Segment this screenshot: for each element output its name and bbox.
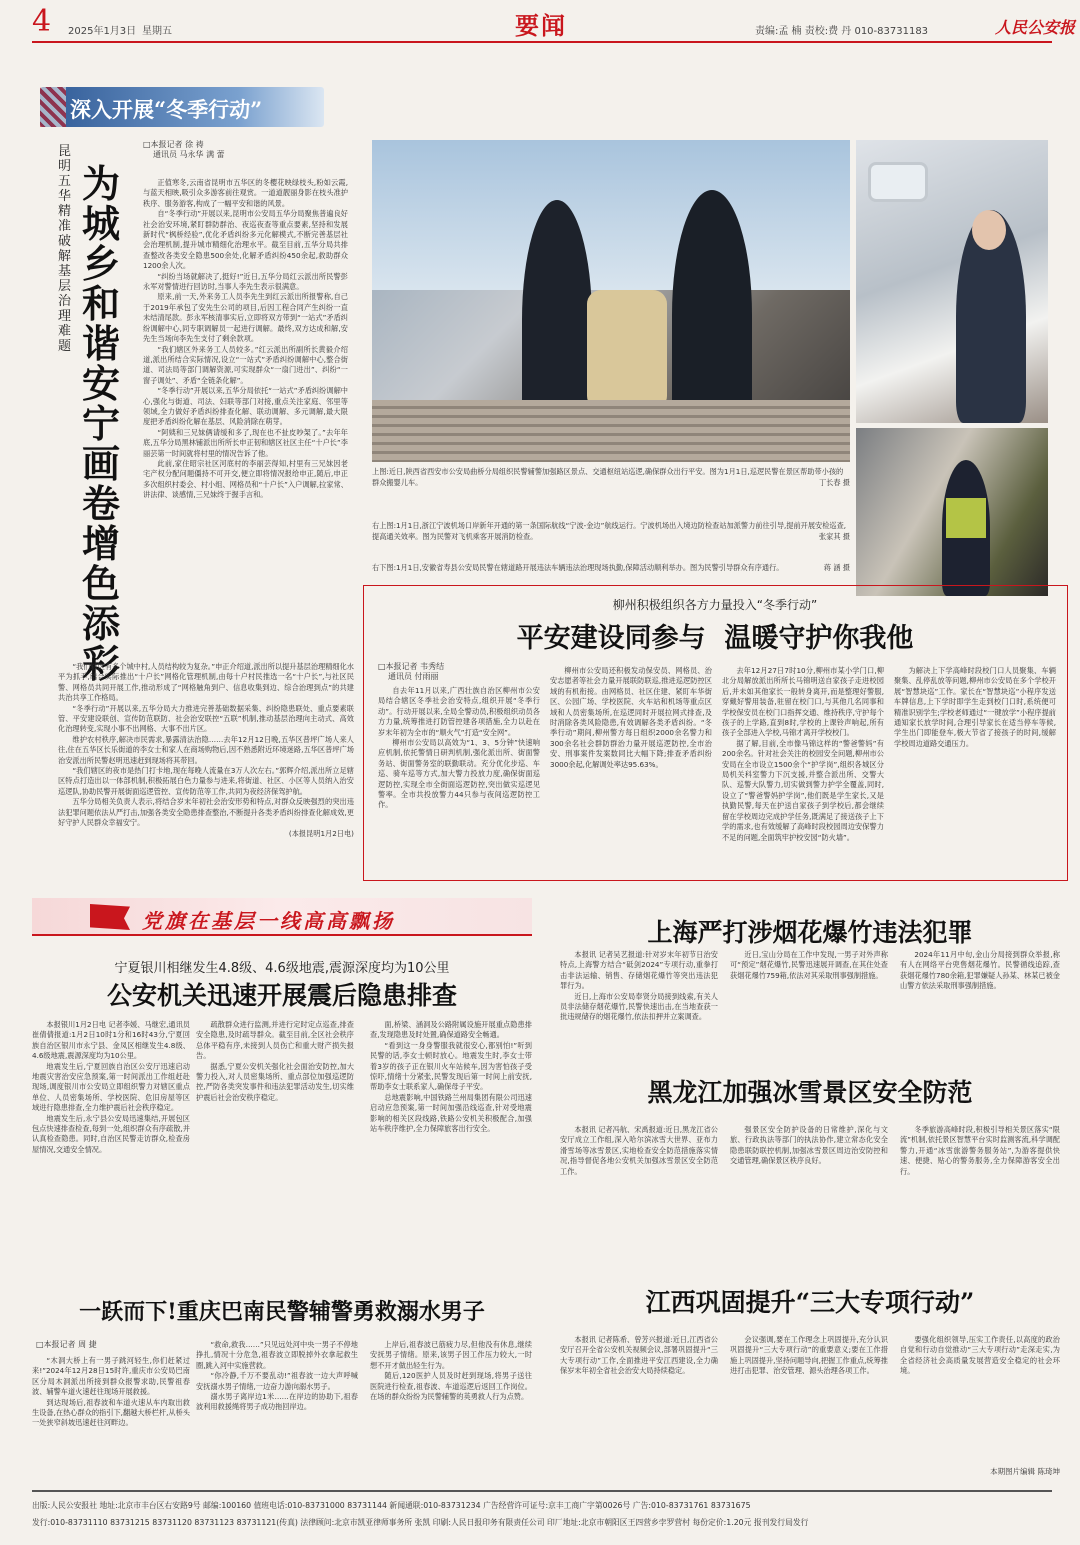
story1-para: “冬季行动”开展以来,五华分局大力推进完善基础数据采集、纠纷隐患联处、重点要素联管、平安建设联创、宣传防范联防、社会治安联控“五联”机制,推动基层治理向主动式、高效化治理转变,实现小事不出网格、大事不出片区。 — [58, 703, 354, 734]
story7-col2 — [730, 1335, 888, 1475]
photo-caption-bottom-text: 右下图:1月1日,安徽省寿县公安局民警在辖道路开展违法车辆违法治理现场执勤,保障活动顺利举办。图为民警引导群众有序通行。 — [372, 563, 784, 572]
story1-para: “纠纷当场就解决了,挺好!”近日,五华分局红云派出所民警彭永军对警情进行回访时,当事人李先生表示很满意。 — [143, 271, 348, 292]
story3-para: “看到这一身身警服我就很安心,都别怕!”听到民警的话,李女士顿时放心。地震发生时,李女士带着3岁的孩子正在银川火车站候车,因为害怕孩子受惊吓,情绪十分紧张,民警发现后第一时间上前安抚,帮助李女士联系家人,确保母子平安。 — [370, 1040, 532, 1092]
story1-para: 自“冬季行动”开展以来,昆明市公安局五华分局聚焦普遍良好社会治安环境,紧盯群防群治、夜巡夜查等重点要素,坚持和发展新时代“枫桥经验”,优化矛盾纠纷多元化解模式,不断完善基层社会治理机制,提升城市精细化治理水平。截至目前,五华分局共排查整改各类安全隐患500余处,化解矛盾纠纷450余起,救助群众1200余人次。 — [143, 209, 348, 271]
story1-para: 五华分局相关负责人表示,将结合岁末年初社会治安形势和特点,对群众反映强烈的突出违法犯罪问题依法从严打击,加强各类安全隐患排查整治,不断提升各类矛盾纠纷排查化解成效,更好守护人民群众幸福安宁。 — [58, 797, 354, 828]
photo-hivis-vest — [946, 498, 986, 538]
photo-stroller — [587, 290, 667, 410]
story6-col1 — [32, 1356, 190, 1481]
story1-para: 原来,前一天,外来务工人员李先生到红云派出所报警称,自己于2019年承包了安先生公司的项目,后因工程合同产生纠纷一直未结清尾款。彭永军核清事实后,立即将双方带到“一站式”矛盾纠纷调解中心,同专职调解员一起进行调解。最终,双方达成和解,安先生当场向李先生支付了剩余款项。 — [143, 292, 348, 344]
story2-box — [363, 585, 1068, 881]
story1-kicker: 昆明五华精准破解基层治理难题 — [58, 144, 72, 354]
story2-para: 据了解,目前,全市像马锦这样的“警爸警妈”有200余名。针对社会关注的校园安全问题,柳州市公安局在全市设立1500余个“护学岗”,组织各城区分局机关科室警力下沉支援,并整合派出所、交警大队、巡警大队警力,切实做到警力护学全覆盖,同时,设立了“警爸警妈护学岗”,他们既是学生家长,又是执勤民警,每天在护送自家孩子到学校后,都会继续留在学校周边完成护学任务,既满足了接送孩子上下学的需求,也有效缓解了高峰时段校园周边安保警力不足的问题,全面筑牢护校安园“防火墙”。 — [722, 738, 884, 842]
story6-headline: 一跃而下!重庆巴南民警辅警勇救溺水男子 — [79, 1299, 485, 1325]
story1-para: “我们辖区外来务工人员较多。”红云派出所副所长黄毅介绍道,派出所结合实际情况,设立“一站式”矛盾纠纷调解中心,整合街道、司法局等部门调解资源,可实现群众“一扇门进出”、纠纷“一窗子调处”、矛盾“全链条化解”。 — [143, 344, 348, 385]
story3-para: 本报银川1月2日电 记者李媛、马继宏,通讯员崔倩倩报道:1月2日10时1分和16时43分,宁夏回族自治区银川市永宁县、金凤区相继发生4.8级、4.6级地震,震源深度均为10公里。 — [32, 1020, 190, 1061]
story6-para: 随后,120医护人员及时赶到现场,将男子送往医院进行检查,祖春波、车道巡逻后返回工作岗位。在场的群众纷纷为民警辅警的英勇救人行为点赞。 — [370, 1371, 532, 1402]
story4-para: 2024年11月中旬,金山分局接到群众举报,称有人在网络平台兜售烟花爆竹。民警循线追踪,查获烟花爆竹780余箱,犯罪嫌疑人孙某、林某已被金山警方依法采取刑事强制措施。 — [900, 950, 1060, 991]
story4-col3 — [900, 950, 1060, 1048]
story7-para: 会议强调,要在工作理念上巩固提升,充分认识巩固提升“三大专项行动”的重要意义;要在工作措施上巩固提升,坚持问题导向,把握工作重点,统筹推进打击犯罪、治安管理、源头治理各项工作。 — [730, 1335, 888, 1376]
story7-headline: 江西巩固提升“三大专项行动” — [645, 1288, 975, 1317]
section-title: 要闻 — [515, 11, 567, 40]
story1-para: “我们辖区的夜市是热门打卡地,现在每晚人流量在3万人次左右。”郭辉介绍,派出所立足辖区特点打造出以一体部机制,积极拓展白色力量参与进来,将街道、社区、小区等人员纳入治安巡逻队,协助民警开展街面巡逻管控、宣传防范等工作,共同为夜经济保驾护航。 — [58, 766, 354, 796]
story6-para: “救命,救我……”只见远处河中央一男子不停地挣扎,情况十分危急,祖春波立即脱掉外衣拿起救生圈,跳入河中实施营救。 — [196, 1340, 358, 1370]
masthead-rule — [32, 41, 1052, 43]
photo-caption-right — [372, 520, 850, 556]
story6-para: 到达现场后,祖春波和车道火速从车内取出救生设备,在热心群众的指引下,翻越大桥栏杆,从桥头一处狭窄斜坡迅速赶往河畔边。 — [32, 1397, 190, 1428]
story7-col1 — [560, 1335, 718, 1475]
story4-para: 本报讯 记者吴艺报道:针对岁末年初节日治安特点,上海警方结合“砥剑2024”专项行动,重拳打击非法运输、销售、存储烟花爆竹等突出违法犯罪行为。 — [560, 950, 718, 991]
story5-col2 — [730, 1125, 888, 1265]
photo-editor-credit: 本期图片编辑 陈琦坤 — [990, 1467, 1060, 1476]
masthead — [0, 0, 1080, 40]
story1-body-right — [143, 178, 348, 648]
story1-para: “阿姨和三兄妹俩请缓和多了,现在也不扯皮吵架了。”去年年底,五华分局黑林铺派出所所长申正韧和辖区社区主任“十户长”李丽芸第一时间就将村里的情况告诉了他。 — [143, 427, 348, 458]
photo-xian-patrol — [372, 140, 850, 462]
story2-col3 — [722, 666, 884, 872]
story6-para: 上岸后,祖春波已筋疲力尽,但他没有休息,继续安抚男子情绪。原来,该男子因工作压力较大,一时想不开才做出轻生行为。 — [370, 1340, 532, 1370]
story4-col1 — [560, 950, 718, 1048]
photo-officer-face — [972, 210, 1006, 250]
photo-ningbo-airport — [856, 140, 1048, 423]
story1-headline: 为城乡和谐安宁画卷增色添彩 — [82, 161, 121, 686]
story3-para: 面,桥梁、涵洞及公路附属设施开展重点隐患排查,发现隐患及时处置,确保道路安全畅通。 — [370, 1020, 532, 1040]
story5-col3 — [900, 1125, 1060, 1265]
photo-backdrop — [372, 140, 850, 290]
story2-para: 柳州市公安局还积极发动保安员、网格员、治安志愿者等社会力量开展联防联巡,推进巡逻防控区域的有机衔接。由网格员、社区住建、紧盯车华街区、公园广场、学校医院、火车站和机场等重点区域和人员密集场所,在巡逻同时开展拉网式排查,及时消除各类风险隐患,有效调解各类矛盾纠纷。“冬季行动”期间,柳州警方每日组织2000余名警力和300余名社会群防群治力量开展巡逻防控,全市治安、刑事案件发案数同比大幅下降;排查矛盾纠纷3000余起,化解调处率达95.63%。 — [550, 666, 712, 769]
banner-pattern — [40, 87, 66, 127]
story2-para: 去年12月27日7时10分,柳州市某小学门口,柳北分局解放派出所所长马锦明送自家孩子走进校园后,并未如其他家长一般转身离开,而是整理好警服,穿戴好警用装备,驻留在校门口,与其他几名同事和学校保安员在校门口指挥交通、维持秩序,守护每个孩子的上学路,直到8时,学校的上课铃声响起,所有孩子全部进入学校,马锦才离开学校校门。 — [722, 666, 884, 738]
story4-para: 近日,上海市公安局奉贤分局接到线索,有关人员非法储存烟花爆竹,民警快速出击,在当地查获一批违规储存的烟花爆竹,依法扣押并立案调查。 — [560, 991, 718, 1022]
story7-col3 — [900, 1335, 1060, 1465]
story1-para: “我们辖区有多个城中村,人员结构较为复杂。”申正介绍道,派出所以提升基层治理精细化水平为抓手,结合实际推出“十户长”网格化管理机制,由每十户村民推选一名“十户长”,与社区民警、网格员共同开展工作,推动形成了“网格触角到户、信息收集到边、综合治理到点”的共建共治共享工作格局。 — [58, 662, 354, 703]
story2-kicker: 柳州积极组织各方力量投入“冬季行动” — [612, 598, 818, 612]
series-banner — [40, 87, 324, 127]
issue-date: 2025年1月3日 — [68, 26, 137, 37]
photo-caption-top — [372, 466, 850, 514]
party-banner-text: 党旗在基层一线高高飘扬 — [142, 909, 395, 933]
issue-weekday: 星期五 — [142, 26, 172, 37]
story2-byline — [378, 662, 538, 683]
story1-para: 正值寒冬,云南省昆明市五华区的冬樱花映绿枝头,粉如云霞,与蓝天相映,吸引众多游客前往观赏。一道道靓丽身影在枝头准护秩序、服务游客,构成了一幅平安和谐的风景。 — [143, 178, 348, 208]
story4-headline: 上海严打涉烟花爆竹违法犯罪 — [647, 918, 973, 947]
story1-body-bottom — [58, 662, 354, 877]
story2-para: 柳州市公安局以高效为“1、3、5分钟”快速响应机制,依托警情日研判机制,强化派出所、街面警务站、街面警务室的联勤联动。充分优化步巡、车巡、骑车巡等方式,加大警力投放力度,确保街面巡逻防控,实现全市全街面巡逻防控,突出做实巡逻见警率。全市共投放警力44只参与夜间巡逻防控工作。 — [378, 738, 540, 810]
story2-byline-reporter: □本报记者 韦秀结 — [378, 662, 445, 671]
story5-para: 本报讯 记者冯航、宋禹报道:近日,黑龙江省公安厅成立工作组,深入哈尔滨冰雪大世界、亚布力滑雪场等冰雪景区,实地检查安全防范措施落实情况,指导督促各地公安机关加强冰雪景区安全防范工作。 — [560, 1125, 718, 1176]
story6-byline: □本报记者 周 捷 — [36, 1340, 97, 1349]
story3-col1 — [32, 1020, 190, 1265]
story3-para: 疏散群众进行监测,并进行定时定点巡查,排查安全隐患,及时疏导群众。截至目前,全区社会秩序总体平稳有序,未接到人员伤亡和重大财产损失报告。 — [196, 1020, 354, 1061]
story1-para: 维护农村秩序,解决市民需求,暴露清法治隐……去年12月12日晚,五华区普坪广场人来人往,住在五华区长乐街道的李女士和家人在商场购物后,因不熟悉附近环境迷路,五华区普坪广场治安派出所民警赵明迅速赶到现场将其带回。 — [58, 734, 354, 765]
story7-para: 要强化组织领导,压实工作责任,以高度的政治自觉和行动自觉推动“三大专项行动”走深走实,为全省经济社会高质量发展营造安全稳定的社会环境。 — [900, 1335, 1060, 1376]
photo-caption-top-text: 上图:近日,陕西省西安市公安局曲桥分局组织民警辅警加强路区景点、交通枢纽站巡逻,确保群众出行平安。图为1月1日,巡逻民警在景区帮助带小孩的群众搬婴儿车。 — [372, 467, 844, 487]
photo-credit-top: 丁长春 摄 — [818, 478, 850, 487]
photo-stairs — [372, 400, 850, 462]
story3-col3 — [370, 1020, 532, 1265]
story1-byline-correspondent: 通讯员 马永华 满 蕾 — [153, 150, 225, 160]
footer-line-2: 发行:010-83731110 83731215 83731120 83731123 83731121(传真) 法律顾问:北京市凯亚律师事务所 张凯 印刷:人民日报印务有限责任公司 印厂地址:北京市朝阳区王四营乡孛罗营村 每份定价:1.20元 报刊发行局发行 — [32, 1518, 809, 1527]
story1-byline-reporter: □本报记者 徐 祷 — [143, 140, 204, 149]
footer-rule — [32, 1490, 1052, 1492]
story4-para: 近日,宝山分局在工作中发现,一男子对外声称可“预定”烟花爆竹,民警迅速展开调查,在其住处查获烟花爆竹759箱,依法对其采取刑事强制措施。 — [730, 950, 888, 980]
story6-para: “你冷静,千万不要乱动!”祖春波一边大声呼喊安抚溺水男子情绪,一边奋力游向溺水男子。 — [196, 1371, 358, 1391]
photo-anhui-traffic — [856, 428, 1048, 596]
photo-caption-right-text: 右上图:1月1日,浙江宁波机场口岸新年开通的第一条国际航线“宁波-金边”航线运行。宁波机场出入境边防检查站加派警力前往引导,提前开展安检巡查,提高通关效率。图为民警对飞机乘客开展消防检查。 — [372, 521, 847, 541]
story3-para: 据悉,宁夏公安机关强化社会面治安防控,加大警力投入,对人员密集场所、重点部位加强巡逻防控,严防各类突发事件和违法犯罪活动发生,切实维护震后社会治安秩序稳定。 — [196, 1061, 354, 1102]
story4-col2 — [730, 950, 888, 1048]
story2-para: 为解决上下学高峰时段校门口人员聚集、车辆聚集、乱停乱放等问题,柳州市公安局在多个学校开展“智慧块巡”工作。家长在“智慧块巡”小程序发送车牌信息,上下学时即学生走到校门口时,系统便可精准识别学生;学校老师通过“一键放学”小程序提前通知家长放学时间,合理引导家长在适当停车等候,学生出门即能登车,极大节省了接孩子的时间,缓解学校周边道路交通压力。 — [894, 666, 1056, 748]
story2-col4 — [894, 666, 1056, 872]
story7-para: 本报讯 记者陈希、曾芳兴报道:近日,江西省公安厅召开全省公安机关视频会议,部署巩固提升“三大专项行动”工作,全面推进平安江西建设,全力确保岁末年初全省社会治安大局持续稳定。 — [560, 1335, 718, 1376]
story2-col1 — [378, 686, 540, 872]
story6-col2 — [196, 1340, 358, 1481]
story3-headline: 公安机关迅速开展震后隐患排查 — [106, 981, 457, 1010]
story5-headline: 黑龙江加强冰雪景区安全防范 — [647, 1078, 973, 1107]
story2-headline: 平安建设同参与 温暖守护你我他 — [516, 623, 914, 654]
story1-para: 此前,家住昭宗社区河底村的李丽芸得知,村里有三兄妹因老宅产权分配问题僵持不可开交,便立即将情况报给申正,随后,申正多次组织村委会、村小组、网格员和“十户长”入户调解,拉家常、讲法律、谈感情,三兄妹终于握手言和。 — [143, 458, 348, 500]
story3-col2 — [196, 1020, 354, 1265]
photo-credit-right: 张家其 摄 — [818, 532, 850, 541]
story5-col1 — [560, 1125, 718, 1265]
party-banner — [32, 898, 532, 936]
photo-credit-bottom: 蒋 涵 摄 — [823, 563, 850, 572]
page-number: 4 — [32, 4, 52, 39]
story2-byline-correspondent: 通讯员 付雨丽 — [388, 672, 439, 682]
story6-col3 — [370, 1340, 532, 1481]
story3-para: 地震发生后,宁夏回族自治区公安厅迅速启动地震灾害治安应急预案,第一时间派出工作组赶赴现场,调度银川市公安局立即组织警力对辖区重点单位、人员密集场所、学校医院、危旧房屋等区域进行隐患排查,全力维护震后社会秩序稳定。 — [32, 1061, 190, 1113]
footer-line-1: 出版:人民公安报社 地址:北京市丰台区右安路9号 邮编:100160 值班电话:010-83731000 83731144 新闻通联:010-83731234 广告经营许可证号:京丰工商广字第0026号 广告:010-83731761 83731675 — [32, 1501, 751, 1510]
series-title: 深入开展“冬季行动” — [70, 97, 263, 122]
party-flag-icon — [90, 904, 130, 930]
story5-para: 强景区安全防护设备的日常维护,深化与文旅、行政执法等部门的执法协作,建立常态化安全隐患联防联控机制,加强冰雪景区周边治安防控和交通管理,确保景区秩序良好。 — [730, 1125, 888, 1166]
story6-para: 溺水男子离岸边1米……在岸边的协助下,祖春波利用救援绳将男子成功拖回岸边。 — [196, 1392, 358, 1412]
story1-para: “冬季行动”开展以来,五华分局依托“一站式”矛盾纠纷调解中心,强化与街道、司法、妇联等部门对接,重点关注家庭、邻里等领域,全力做好矛盾纠纷排查化解、联动调解、多元调解,最大限度把矛盾纠纷化解在基层、风险消除在萌芽。 — [143, 386, 348, 427]
story5-para: 冬季旅游高峰时段,积极引导相关景区落实“限流”机制,依托景区智慧平台实时监测客流,科学调配警力,开通“冰雪旅游警务服务站”,为游客提供快速、便捷、贴心的警务服务,全力保障游客安全出行。 — [900, 1125, 1060, 1176]
story1-byline — [143, 140, 348, 161]
newspaper-logo: 人民公安报 — [995, 18, 1076, 37]
story3-kicker: 宁夏银川相继发生4.8级、4.6级地震,震源深度均为10公里 — [114, 961, 450, 976]
story2-col2 — [550, 666, 712, 872]
story3-para: 地震发生后,永宁县公安局迅速集结,开展包区包点快速排查检查,每到一处,组织群众有序疏散,并认真检查隐患。同时,自治区民警走访群众,检查房屋情况,交通安全情况。 — [32, 1113, 190, 1154]
story3-para: 总地震影响,中国铁路兰州局集团有限公司迅速启动应急预案,第一时间加强沿线巡查,针对受地震影响的相关区段线路,铁路公安机关积极配合,加强站车秩序维护,全力保障旅客出行安全。 — [370, 1092, 532, 1134]
story6-para: “木洞大桥上有一男子跳河轻生,你们赶紧过来!”2024年12月28日15时许,重庆市公安局巴南区分局木洞派出所接到群众报警求助,民警祖春波、辅警车道火速赶往现场开展救援。 — [32, 1356, 190, 1397]
story1-dateline: (本报昆明1月2日电) — [288, 828, 354, 838]
story2-para: 自去年11月以来,广西壮族自治区柳州市公安局结合辖区冬季社会治安特点,组织开展“冬季行动”。行动开展以来,全局全警动员,积极组织动员各方力量,统筹推进打防管控建各项措施,全力以赴在岁末年初为全市的“顺火气”打造“安全网”。 — [378, 686, 540, 737]
editor-info: 责编:孟 楠 责校:费 丹 010-83731183 — [755, 26, 929, 37]
photo-cabin-window — [868, 162, 928, 202]
